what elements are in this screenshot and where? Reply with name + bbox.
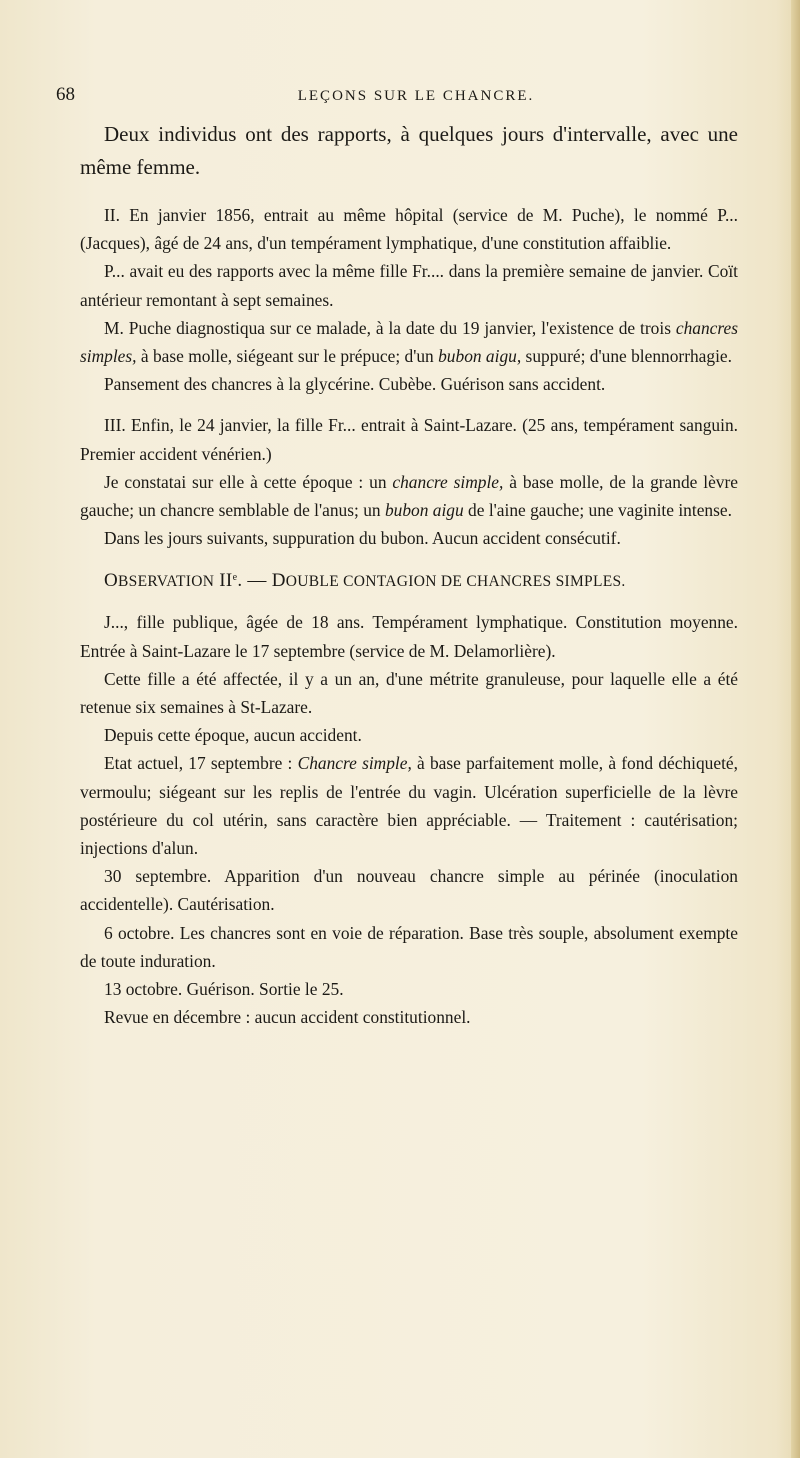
intro-paragraph: Deux individus ont des rapports, à quelques jours d'intervalle, avec une même femme. <box>80 122 738 179</box>
observation-paragraph-8: Revue en décembre : aucun accident constitutionnel. <box>104 1007 471 1028</box>
case-ii-paragraph-1: II. En janvier 1856, entrait au même hôpital (service de M. Puche), le nommé P... (Jacques), âgé de 24 ans, d'un tempérament lymphatique, d'une constitution affaiblie. <box>80 205 738 254</box>
page-body <box>80 118 738 1031</box>
case-iii-paragraph-3: Dans les jours suivants, suppuration du bubon. Aucun accident consécutif. <box>104 528 621 549</box>
page-header <box>56 84 746 114</box>
observation-paragraph-2: Cette fille a été affectée, il y a un an, d'une métrite granuleuse, pour laquelle elle a été retenue six semaines à St-Lazare. <box>80 668 738 718</box>
case-ii-paragraph-4: Pansement des chancres à la glycérine. Cubèbe. Guérison sans accident. <box>104 374 606 395</box>
case-iii-paragraph-1: III. Enfin, le 24 janvier, la fille Fr... entrait à Saint-Lazare. (25 ans, tempérament sanguin. Premier accident vénérien.) <box>80 415 738 464</box>
observation-paragraph-5: 30 septembre. Apparition d'un nouveau chancre simple au périnée (inoculation accidentelle). Cautérisation. <box>80 866 738 915</box>
page-edge <box>791 0 800 1458</box>
emphasis-chancre-simple: chancre simple, <box>392 471 504 492</box>
emphasis-chancres-simples: chancres simples, <box>80 317 738 367</box>
observation-paragraph-1: J..., fille publique, âgée de 18 ans. Tempérament lymphatique. Constitution moyenne. Entrée à Saint-Lazare le 17 septembre (service de M. Delamorlière). <box>80 612 738 661</box>
observation-paragraph-4: Etat actuel, 17 septembre : Chancre simple, à base parfaitement molle, à fond déchiqueté, vermoulu; siégeant sur les replis de l'entrée du vagin. Ulcération superficielle de la lèvre postérieure du col utérin, sans caractère bien appréciable. — Traitement : cautérisation; injections d'alun. <box>80 753 738 859</box>
case-ii-paragraph-3: M. Puche diagnostiqua sur ce malade, à la date du 19 janvier, l'existence de trois chancres simples, à base molle, siégeant sur le prépuce; d'un bubon aigu, suppuré; d'une blennorrhagie. <box>80 317 738 367</box>
emphasis-bubon-aigu: bubon aigu <box>384 500 464 521</box>
observation-paragraph-7: 13 octobre. Guérison. Sortie le 25. <box>104 979 344 1000</box>
observation-paragraph-6: 6 octobre. Les chancres sont en voie de réparation. Base très souple, absolument exempte de toute induration. <box>80 922 738 971</box>
case-iii-paragraph-2: Je constatai sur elle à cette époque : un chancre simple, à base molle, de la grande lèvre gauche; un chancre semblable de l'anus; un bubon aigu de l'aine gauche; une vaginite intense. <box>80 471 739 521</box>
observation-paragraph-3: Depuis cette époque, aucun accident. <box>104 725 362 746</box>
observation-heading: OBSERVATION IIe. — DOUBLE CONTAGION DE CHANCRES SIMPLES. <box>104 570 626 592</box>
case-ii-paragraph-2: P... avait eu des rapports avec la même fille Fr.... dans la première semaine de janvier. Coït antérieur remontant à sept semaines. <box>80 261 738 310</box>
emphasis-bubon-aigu: bubon aigu, <box>438 346 522 367</box>
page-number: 68 <box>56 84 75 105</box>
running-title: LEÇONS SUR LE CHANCRE. <box>297 88 535 104</box>
emphasis-chancre-simple: Chancre simple, <box>297 753 412 774</box>
